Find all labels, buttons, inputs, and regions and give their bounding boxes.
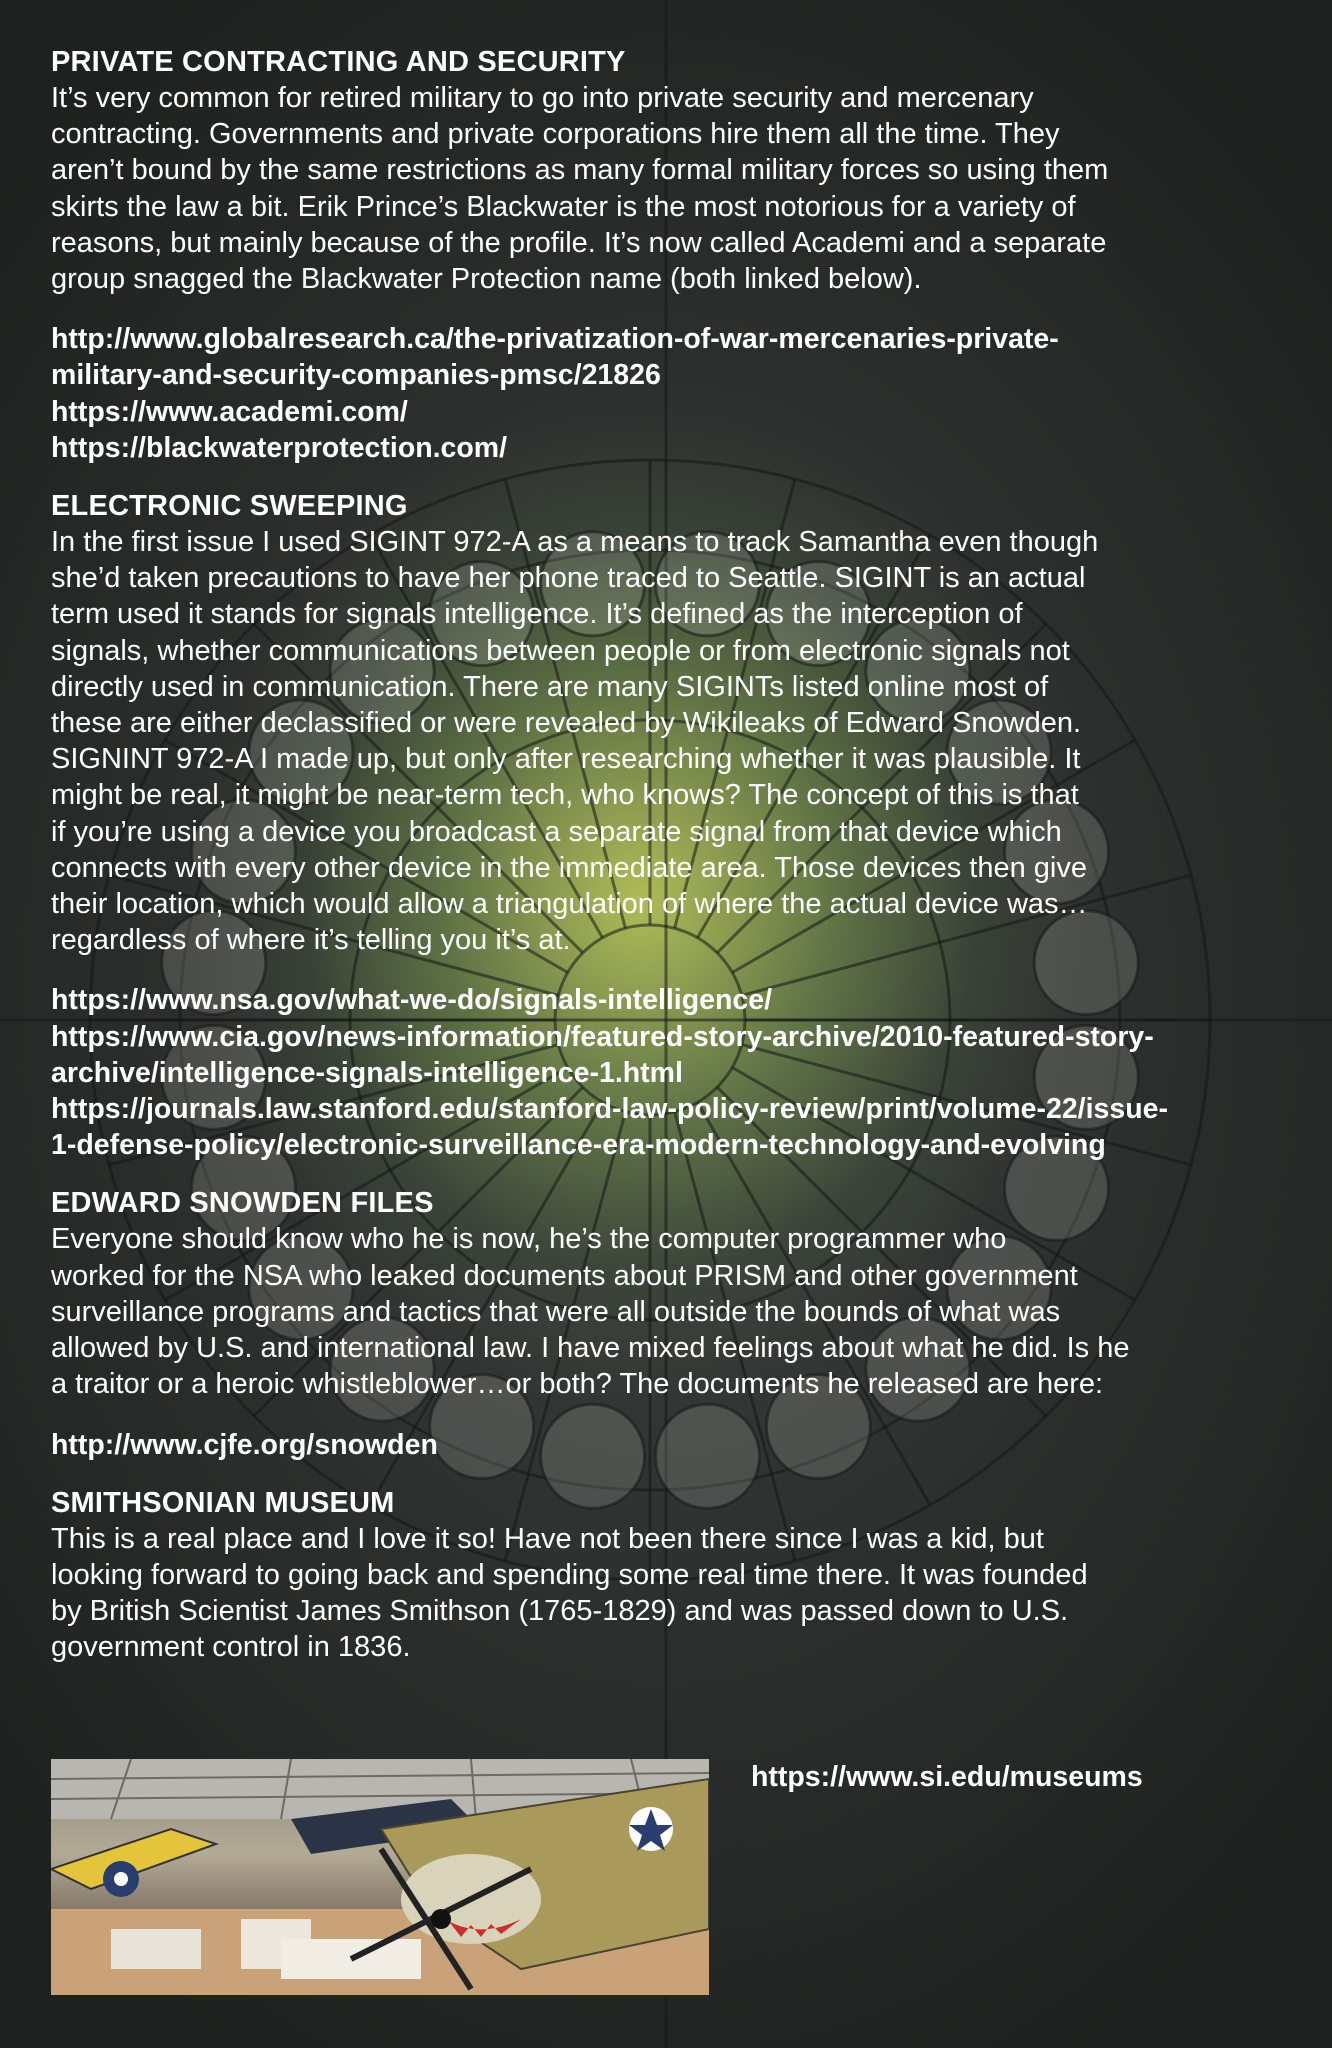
reference-link[interactable]: https://www.nsa.gov/what-we-do/signals-intelligence/ [51,984,773,1017]
article [51,44,1291,1666]
body-line: term used it stands for signals intelligence. It’s defined as the interception of [51,598,1023,631]
section-heading: ELECTRONIC SWEEPING [51,490,408,523]
body-line: aren’t bound by the same restrictions as many formal military forces so using them [51,154,1109,187]
section-gap [51,1163,1291,1185]
body-line: This is a real place and I love it so! Have not been there since I was a kid, but [51,1522,1044,1555]
body-line: signals, whether communications between people or from electronic signals not [51,634,1070,667]
reference-link[interactable]: https://journals.law.stanford.edu/stanford-law-policy-review/print/volume-22/issue- [51,1093,1168,1126]
reference-link[interactable]: military-and-security-companies-pmsc/21826 [51,359,661,392]
body-line: It’s very common for retired military to go into private security and mercenary [51,82,1034,114]
body-line: looking forward to going back and spending some real time there. It was founded [51,1558,1088,1591]
section-heading: SMITHSONIAN MUSEUM [51,1486,395,1519]
museum-row [51,1759,1291,1997]
section-3 [51,1485,1291,1666]
body-line: worked for the NSA who leaked documents about PRISM and other government [51,1259,1078,1292]
section-2 [51,1185,1291,1462]
section-body [51,80,1291,297]
museum-aircraft-photo [51,1759,709,1995]
reference-link[interactable]: http://www.globalresearch.ca/the-privatization-of-war-mercenaries-private- [51,323,1059,356]
section-1 [51,488,1291,1163]
body-line: connects with every other device in the immediate area. Those devices then give [51,851,1087,884]
reference-link[interactable]: http://www.cjfe.org/snowden [51,1428,438,1461]
body-line: contracting. Governments and private corporations hire them all the time. They [51,118,1060,151]
section-heading: PRIVATE CONTRACTING AND SECURITY [51,46,626,78]
smithsonian-link[interactable]: https://www.si.edu/museums [751,1761,1143,1793]
body-line: surveillance programs and tactics that were all outside the bounds of what was [51,1295,1061,1328]
reference-link[interactable]: archive/intelligence-signals-intelligence-1.html [51,1056,683,1089]
link-list [51,321,1291,466]
body-line: Everyone should know who he is now, he’s the computer programmer who [51,1223,1007,1256]
body-line: skirts the law a bit. Erik Prince’s Blackwater is the most notorious for a variety of [51,190,1076,223]
body-line: their location, which would allow a triangulation of where the actual device was… [51,888,1088,921]
body-line: if you’re using a device you broadcast a separate signal from that device which [51,815,1062,848]
section-body [51,524,1291,958]
link-list [51,982,1291,1163]
section-gap [51,466,1291,488]
link-list [51,1427,1291,1463]
body-line: might be real, it might be near-term tech, who knows? The concept of this is that [51,779,1079,812]
reference-link[interactable]: 1-defense-policy/electronic-surveillance-era-modern-technology-and-evolving [51,1129,1106,1162]
section-heading: EDWARD SNOWDEN FILES [51,1187,434,1220]
reference-link[interactable]: https://blackwaterprotection.com/ [51,431,508,464]
body-line: she’d taken precautions to have her phone traced to Seattle. SIGINT is an actual [51,562,1086,595]
body-line: SIGNINT 972-A I made up, but only after researching whether it was plausible. It [51,743,1081,776]
body-line: allowed by U.S. and international law. I have mixed feelings about what he did. Is he [51,1332,1130,1365]
section-body [51,1221,1291,1402]
body-line: a traitor or a heroic whistleblower…or both? The documents he released are here: [51,1368,1104,1401]
section-body [51,1521,1291,1666]
body-line: reasons, but mainly because of the profile. It’s now called Academi and a separate [51,226,1107,259]
body-line: by British Scientist James Smithson (1765-1829) and was passed down to U.S. [51,1595,1069,1628]
reference-link[interactable]: https://www.cia.gov/news-information/featured-story-archive/2010-featured-story- [51,1020,1154,1053]
section-0 [51,44,1291,466]
section-gap [51,1463,1291,1485]
body-line: these are either declassified or were revealed by Wikileaks of Edward Snowden. [51,707,1082,740]
body-line: regardless of where it’s telling you it’s at. [51,924,571,957]
body-line: directly used in communication. There are many SIGINTs listed online most of [51,670,1049,703]
reference-link[interactable]: https://www.academi.com/ [51,395,408,428]
body-line: government control in 1836. [51,1631,411,1664]
body-line: group snagged the Blackwater Protection name (both linked below). [51,263,922,296]
body-line: In the first issue I used SIGINT 972-A as a means to track Samantha even though [51,526,1099,559]
